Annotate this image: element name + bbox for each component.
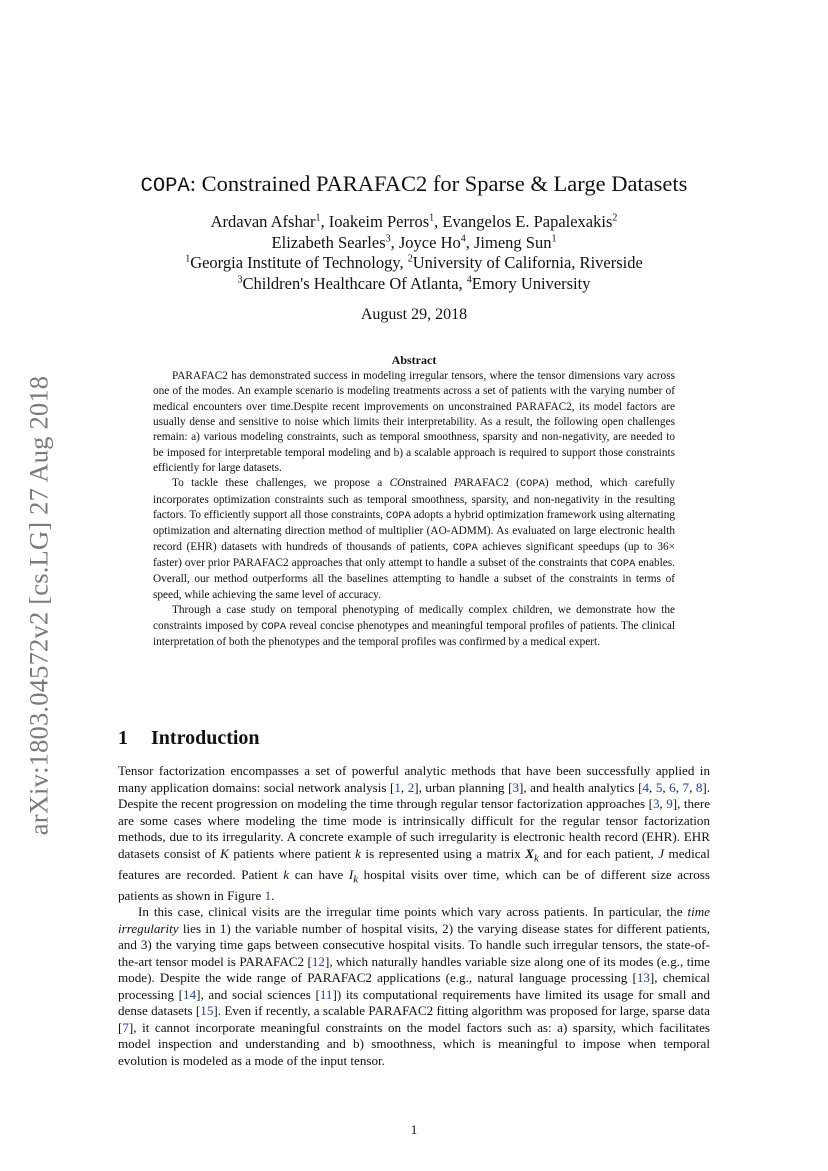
body-text: is represented using a matrix <box>360 845 526 861</box>
abstract-emphasis: PA <box>454 477 467 490</box>
math-matrix: X <box>525 845 534 861</box>
citation-link[interactable]: 8 <box>695 779 703 795</box>
citation-link[interactable]: 12 <box>311 953 325 969</box>
affiliation-name: Georgia Institute of Technology, <box>190 253 408 272</box>
math-variable: I <box>348 866 354 882</box>
math-subscript: k <box>533 852 539 865</box>
abstract-paragraph-2 <box>153 476 675 603</box>
abstract-text: reveal concise phenotypes and meaningful temporal profiles of patients. The clinical interpretation of both the phenotypes and the temporal profiles was confirmed by a medical expert. <box>153 619 675 648</box>
body-text: . <box>271 887 275 903</box>
emphasis-text: time irregularity <box>118 904 710 936</box>
paper-date: August 29, 2018 <box>360 306 468 323</box>
affiliation-line-1 <box>0 253 828 274</box>
paper-title <box>0 170 828 201</box>
abstract-text: To tackle these challenges, we propose a <box>172 477 390 490</box>
math-variable: J <box>658 845 665 861</box>
abstract-text: nstrained <box>405 477 455 490</box>
math-variable: k <box>355 845 361 861</box>
abstract-text: Through a case study on temporal phenotyping of medically complex children, we demonstrate how the constraints imposed by <box>153 604 675 632</box>
title-text: : Constrained PARAFAC2 for Sparse & Large Datasets <box>189 171 688 196</box>
citation-link[interactable]: 15 <box>200 1003 214 1019</box>
body-text: , <box>662 779 670 795</box>
author-name: Evangelos E. Papalexakis <box>442 212 613 231</box>
body-text: hospital visits over time, which can be of different size across patients as shown in Figure <box>118 866 710 903</box>
method-name: COPA <box>610 558 636 571</box>
math-variable: K <box>220 845 229 861</box>
method-name: COPA <box>452 541 478 554</box>
citation-link[interactable]: 7 <box>122 1019 129 1035</box>
body-text: ], which naturally handles variable size along one of its modes (e.g., time mode). Despite the wide range of PARAFAC2 applications (e.g., natural language processing [ <box>118 953 710 986</box>
author-block <box>0 212 828 294</box>
section-title: Introduction <box>151 727 260 749</box>
citation-link[interactable]: 4 <box>642 779 650 795</box>
author-affiliation-mark: 1 <box>429 212 435 224</box>
method-name: COPA <box>261 620 287 633</box>
body-text: ]) its computational requirements have limited its usage for small and dense datasets [ <box>118 986 710 1019</box>
section-number: 1 <box>118 727 128 749</box>
citation-link[interactable]: 11 <box>319 986 333 1002</box>
introduction-body <box>118 763 710 1069</box>
body-text: ], it cannot incorporate meaningful constraints on the model factors such as: a) sparsity, which facilitates model inspection and understanding and b) smoothness, which is meaningful to impose when temporal evolution is modeled as a mode of the input tensor. <box>118 1019 710 1068</box>
affiliation-mark: 3 <box>237 274 243 285</box>
page-number: 1 <box>410 1122 418 1137</box>
math-variable: k <box>283 866 290 882</box>
citation-link[interactable]: 7 <box>682 779 690 795</box>
author-affiliation-mark: 2 <box>612 212 618 224</box>
author-line-1 <box>0 212 828 233</box>
affiliation-name: University of California, Riverside <box>412 253 643 272</box>
author-affiliation-mark: 1 <box>551 233 557 244</box>
abstract-text: ) method, which carefully incorporates optimization constraints such as temporal smoothness, sparsity, and non-negativity in the resulting factors. To efficiently support all those constraints, <box>153 477 675 522</box>
body-text: , <box>659 796 667 811</box>
method-name: COPA <box>519 478 545 491</box>
author-name: Elizabeth Searles <box>271 232 386 252</box>
body-text: ], there are some cases where modeling the time mode is intrinsically difficult for the regular tensor factorization methods, due to its irregularity. A concrete example of such irregularity is electronic health record (EHR). EHR datasets consist of <box>118 796 711 861</box>
abstract-paragraph-3 <box>153 603 675 650</box>
abstract-text: adopts a hybrid optimization framework using alternating optimization and alternating direction method of multiplier (AO-ADMM). As evaluated on large electronic health record (EHR) datasets with hundreds of thousands of patients, <box>153 509 675 553</box>
body-text: ], chemical processing [ <box>118 970 710 1002</box>
body-text: , <box>689 779 696 795</box>
body-text: ], urban planning [ <box>414 779 513 795</box>
author-affiliation-mark: 4 <box>460 233 466 244</box>
author-line-2 <box>0 233 828 254</box>
body-text: can have <box>289 866 349 882</box>
abstract-paragraph-1: PARAFAC2 has demonstrated success in modeling irregular tensors, where the tensor dimensions vary across one of the modes. An example scenario is modeling treatments across a set of patients with the varying number of medical encounters over time.Despite recent improvements on unconstrained PARAFAC2, its model factors are usually dense and sensitive to noise which limits their interpretability. As a result, the following open challenges remain: a) various modeling constraints, such as temporal smoothness, sparsity and non-negativity, are needed to be imposed for interpretable temporal modeling and b) a scalable approach is required to support those constraints efficiently for large datasets. <box>153 370 675 475</box>
body-text: ], and health analytics [ <box>518 779 643 795</box>
affiliation-line-2 <box>0 274 828 295</box>
body-text: ]. Despite the recent progression on modeling the time through regular tensor factorization approaches [ <box>118 779 711 811</box>
abstract-emphasis: CO <box>389 477 406 490</box>
body-text: ], and social sciences [ <box>196 986 320 1002</box>
author-affiliation-mark: 3 <box>385 233 391 244</box>
citation-link[interactable]: 3 <box>512 779 519 795</box>
citation-link[interactable]: 6 <box>669 779 676 795</box>
intro-paragraph-2 <box>118 904 710 1069</box>
author-separator: , <box>434 212 443 231</box>
body-text: and for each patient, <box>538 845 659 861</box>
citation-link[interactable]: 5 <box>655 779 663 795</box>
abstract-text: RAFAC2 ( <box>466 477 520 490</box>
affiliation-mark: 1 <box>185 253 191 265</box>
body-text: ]. Even if recently, a scalable PARAFAC2 fitting algorithm was proposed for large, sparse data [ <box>118 1003 710 1035</box>
body-text: , <box>400 779 408 795</box>
author-name: Jimeng Sun <box>473 232 552 252</box>
author-separator: , <box>390 232 399 252</box>
affiliation-name: Children's Healthcare Of Atlanta, <box>242 273 467 293</box>
body-text: lies in 1) the variable number of hospital visits, 2) the varying disease states for different patients, and 3) the varying time gaps between consecutive hospital visits. To handle such irregular tensors, the state-of-the-art tensor model is PARAFAC2 [ <box>118 920 710 969</box>
citation-link[interactable]: 1 <box>394 779 401 795</box>
author-separator: , <box>465 232 474 252</box>
affiliation-mark: 4 <box>466 274 472 285</box>
body-text: , <box>649 779 656 795</box>
abstract-text: enables. Overall, our method outperforms all the baselines attempting to handle a subset of the constraints in terms of speed, while achieving the same level of accuracy. <box>153 557 675 601</box>
body-text: patients where patient <box>228 845 356 861</box>
math-subscript: k <box>353 873 359 886</box>
body-text: Tensor factorization encompasses a set of powerful analytic methods that have been successfully applied in many application domains: social network analysis [ <box>118 763 710 795</box>
author-affiliation-mark: 1 <box>315 212 321 224</box>
citation-link[interactable]: 14 <box>183 986 197 1002</box>
citation-link[interactable]: 3 <box>652 796 660 811</box>
intro-paragraph-1 <box>118 763 710 904</box>
abstract-heading: Abstract <box>391 353 437 367</box>
affiliation-mark: 2 <box>407 253 413 265</box>
citation-link[interactable]: 13 <box>636 970 650 986</box>
author-separator: , <box>320 212 329 231</box>
title-method-name: COPA <box>140 175 190 198</box>
body-text: In this case, clinical visits are the irregular time points which vary across patients. In particular, the <box>138 904 688 920</box>
method-name: COPA <box>385 510 411 523</box>
arxiv-identifier-text: arXiv:1803.04572v2 [cs.LG] 27 Aug 2018 <box>23 375 54 835</box>
citation-link[interactable]: 9 <box>666 796 673 811</box>
abstract-text: achieves significant speedups (up to 36× faster) over prior PARAFAC2 approaches that only attempt to handle a subset of the constraints that <box>153 540 675 570</box>
affiliation-name: Emory University <box>471 273 591 293</box>
figure-reference-link[interactable]: 1 <box>264 887 272 903</box>
citation-link[interactable]: 2 <box>407 779 415 795</box>
author-name: Ardavan Afshar <box>210 212 316 231</box>
author-name: Joyce Ho <box>398 232 461 252</box>
body-text: medical features are recorded. Patient <box>118 845 710 882</box>
author-name: Ioakeim Perros <box>328 212 430 231</box>
arxiv-identifier <box>14 355 64 855</box>
body-text: , <box>675 779 683 795</box>
section-heading-introduction <box>118 727 260 750</box>
abstract-body <box>153 369 675 650</box>
